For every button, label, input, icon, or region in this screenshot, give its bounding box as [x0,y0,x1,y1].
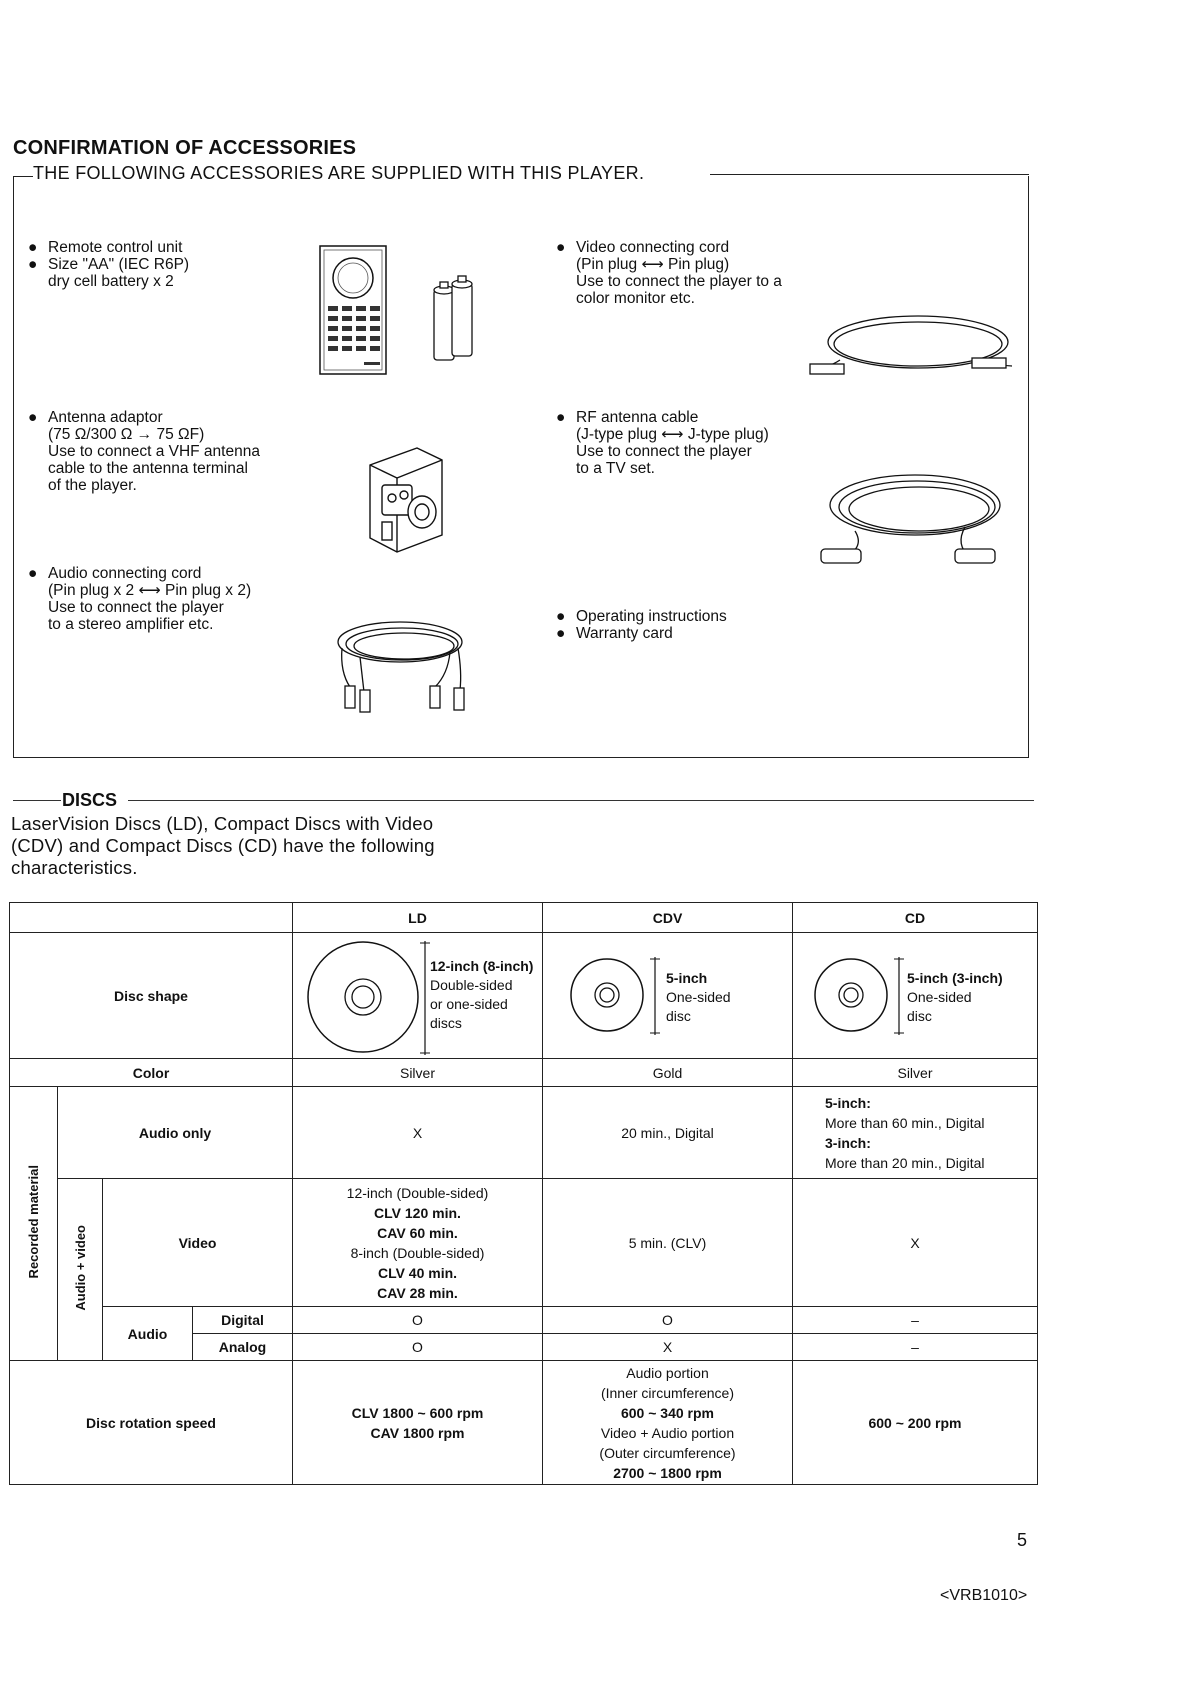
color-label: Color [10,1059,293,1087]
ld-audio-only: X [293,1087,543,1179]
table-row [10,1361,1038,1485]
cd-analog: – [793,1334,1038,1361]
antenna-adaptor-icon [370,448,442,552]
cd-color: Silver [793,1059,1038,1087]
accessory-rf-cable-text: ● RF antenna cable (J-type plug ⟷ J-type plug) Use to connect the player to a TV set. [556,409,769,477]
analog-label: Analog [193,1334,293,1361]
rf-cable-illustration [815,465,1005,575]
discs-rule-right [128,800,1034,801]
audio-video-cell [58,1179,103,1361]
antenna-adaptor-illustration [362,440,457,560]
discs-intro: LaserVision Discs (LD), Compact Discs with Video (CDV) and Compact Discs (CD) have the following characteristics. [11,813,435,878]
discs-rule-left [13,800,61,801]
cdv-analog: X [543,1334,793,1361]
table-row [10,1087,1038,1179]
cd-audio-only: 5-inch: More than 60 min., Digital 3-inch: More than 20 min., Digital [793,1087,1038,1179]
ld-analog: O [293,1334,543,1361]
table-row [10,933,1038,1059]
cdv-video: 5 min. (CLV) [543,1179,793,1307]
audio-only-label: Audio only [58,1087,293,1179]
page-number: 5 [1017,1530,1028,1550]
cdv-color: Gold [543,1059,793,1087]
video-cord-illustration [800,310,1020,390]
accessory-audio-cord-text: ● Audio connecting cord (Pin plug x 2 ⟷ Pin plug x 2) Use to connect the player to a stereo amplifier etc. [28,565,252,633]
cd-shape-cell: 5-inch (3-inch) One-sided disc [793,933,1038,1059]
cdv-digital: O [543,1307,793,1334]
ld-shape-cell: 12-inch (8-inch) Double-sided or one-sided discs [293,933,543,1059]
document-code: <VRB1010> [940,1587,1028,1604]
disc-shape-label: Disc shape [10,933,293,1059]
table-row [10,1059,1038,1087]
cdv-rotation: Audio portion (Inner circumference) 600 ~ 340 rpm Video + Audio portion (Outer circumference) 2700 ~ 1800 rpm [543,1361,793,1485]
cdv-shape-cell: 5-inch One-sided disc [543,933,793,1059]
ld-rotation: CLV 1800 ~ 600 rpm CAV 1800 rpm [293,1361,543,1485]
audio-label: Audio [103,1307,193,1361]
accessories-subtitle: THE FOLLOWING ACCESSORIES ARE SUPPLIED WITH THIS PLAYER. [33,163,645,183]
audio-video-label: Audio + video [72,1225,88,1311]
remote-and-battery-illustration [318,244,488,379]
ld-digital: O [293,1307,543,1334]
cd-rotation: 600 ~ 200 rpm [793,1361,1038,1485]
audio-cord-icon [338,622,464,712]
audio-cord-illustration [330,612,480,722]
table-row [10,1179,1038,1307]
cdv-audio-only: 20 min., Digital [543,1087,793,1179]
ld-video: 12-inch (Double-sided) CLV 120 min. CAV 60 min. 8-inch (Double-sided) CLV 40 min. CAV 28 min. [293,1179,543,1307]
video-label: Video [103,1179,293,1307]
cd-digital: – [793,1307,1038,1334]
ld-color: Silver [293,1059,543,1087]
subtitle-rule [710,174,1029,175]
video-cord-icon [810,316,1012,374]
table-row [10,1307,1038,1334]
accessory-remote-text: ● Remote control unit ● Size "AA" (IEC R6P) dry cell battery x 2 [28,239,190,290]
cd-video: X [793,1179,1038,1307]
discs-heading: DISCS [62,790,118,810]
digital-label: Digital [193,1307,293,1334]
header-ld: LD [293,903,543,933]
header-empty-cell [10,903,293,933]
accessory-video-cord-text: ● Video connecting cord (Pin plug ⟷ Pin plug) Use to connect the player to a color monitor etc. [556,239,782,307]
header-cd: CD [793,903,1038,933]
header-cdv: CDV [543,903,793,933]
recorded-material-cell [10,1087,58,1361]
table-row [10,903,1038,933]
recorded-material-label: Recorded material [26,1165,41,1279]
remote-control-icon [320,246,386,374]
disc-characteristics-table [9,902,1038,1485]
accessory-docs-text: ● Operating instructions ● Warranty card [556,608,727,642]
battery-icon [434,276,472,360]
rotation-label: Disc rotation speed [10,1361,293,1485]
page-title: CONFIRMATION OF ACCESSORIES [13,137,357,159]
accessory-antenna-text: ● Antenna adaptor (75 Ω/300 Ω → 75 ΩF) Use to connect a VHF antenna cable to the antenna terminal of the player. [28,409,260,494]
rf-cable-icon [821,475,1000,563]
